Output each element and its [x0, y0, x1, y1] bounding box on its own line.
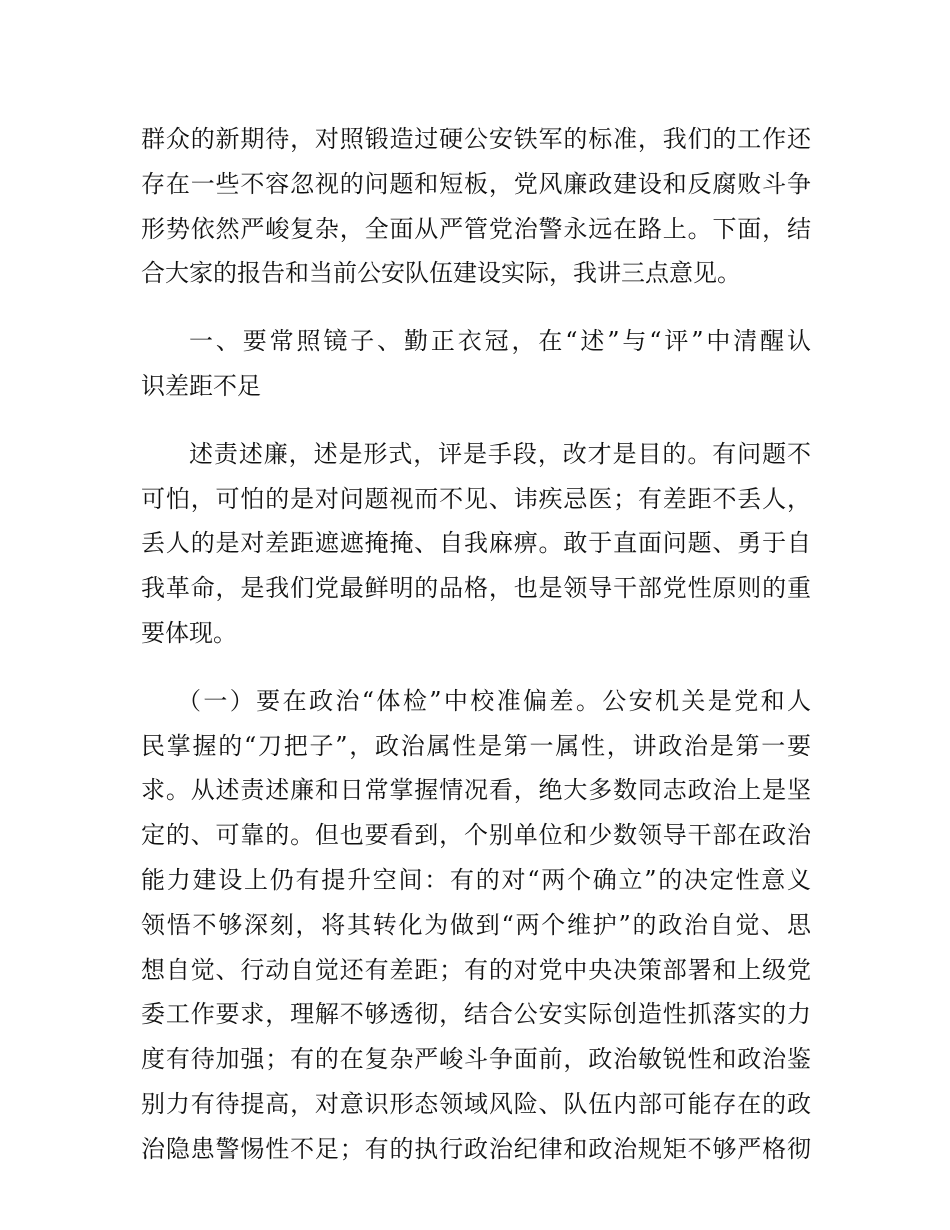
- text-line: 群众的新期待，对照锻造过硬公安铁军的标准，我们的工作还: [141, 125, 811, 153]
- text-line: 领悟不够深刻，将其转化为做到“两个维护”的政治自觉、思: [141, 910, 811, 939]
- text-line: 能力建设上仍有提升空间：有的对“两个确立”的决定性意义: [141, 865, 811, 894]
- text-line: 我革命，是我们党最鲜明的品格，也是领导干部党性原则的重: [141, 574, 811, 603]
- text-line: 委工作要求，理解不够透彻，结合公安实际创造性抓落实的力: [141, 1000, 811, 1029]
- text-line: 度有待加强；有的在复杂严峻斗争面前，政治敏锐性和政治鉴: [141, 1045, 811, 1074]
- text-line: 形势依然严峻复杂，全面从严管党治警永远在路上。下面，结: [141, 214, 811, 243]
- document-body: [141, 117, 811, 1172]
- text-line: 想自觉、行动自觉还有差距；有的对党中央决策部署和上级党: [141, 955, 811, 984]
- paragraph-intro: [141, 117, 811, 296]
- text-line: （一）要在政治“体检”中校准偏差。公安机关是党和人: [177, 686, 811, 715]
- heading-line: 识差距不足: [141, 371, 261, 400]
- heading-line: 一、要常照镜子、勤正衣冠，在“述”与“评”中清醒认: [189, 327, 811, 356]
- text-line: 别力有待提高，对意识形态领域风险、队伍内部可能存在的政: [141, 1089, 811, 1118]
- text-line: 可怕，可怕的是对问题视而不见、讳疾忌医；有差距不丢人，: [141, 484, 811, 513]
- paragraph-body-2: [141, 679, 811, 1172]
- paragraph-body-1: [141, 432, 811, 656]
- text-line: 求。从述责述廉和日常掌握情况看，绝大多数同志政治上是坚: [141, 776, 811, 805]
- section-heading-1: [141, 319, 811, 409]
- text-line: 治隐患警惕性不足；有的执行政治纪律和政治规矩不够严格彻: [141, 1134, 811, 1163]
- text-line: 合大家的报告和当前公安队伍建设实际，我讲三点意见。: [141, 259, 741, 288]
- text-line: 述责述廉，述是形式，评是手段，改才是目的。有问题不: [189, 439, 811, 468]
- text-line: 要体现。: [141, 618, 237, 647]
- text-line: 定的、可靠的。但也要看到，个别单位和少数领导干部在政治: [141, 821, 811, 850]
- text-line: 民掌握的“刀把子”，政治属性是第一属性，讲政治是第一要: [141, 731, 811, 760]
- text-line: 丢人的是对差距遮遮掩掩、自我麻痹。敢于直面问题、勇于自: [141, 529, 811, 558]
- text-line: 存在一些不容忽视的问题和短板，党风廉政建设和反腐败斗争: [141, 169, 811, 198]
